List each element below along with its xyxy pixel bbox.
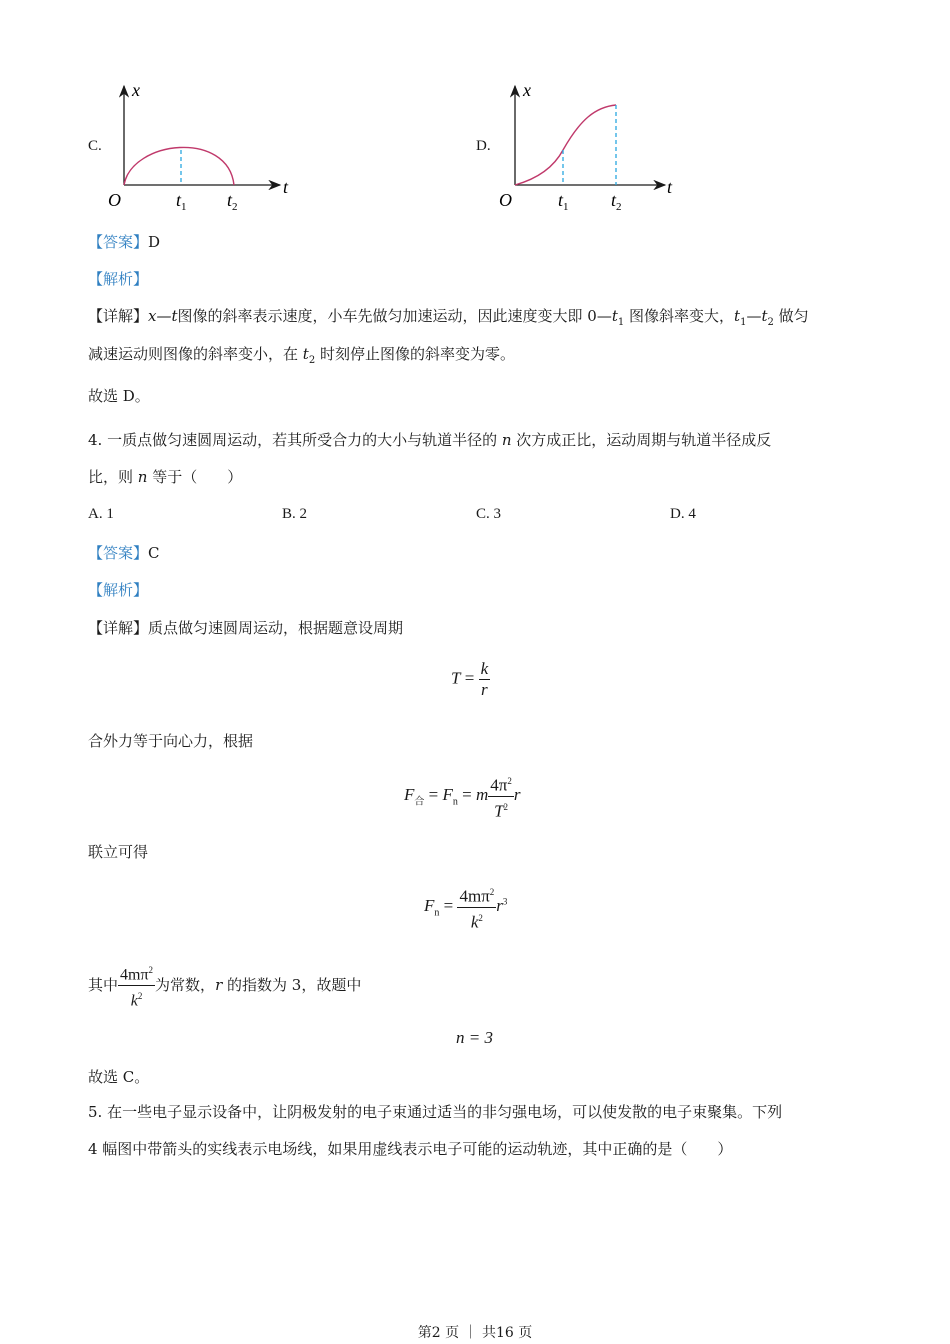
position-curve [515, 105, 616, 185]
q4-text2: 合外力等于向心力，根据 [88, 732, 254, 750]
y-axis-label: x [523, 80, 531, 100]
q4-stem-line1: 4. 一质点做匀速圆周运动，若其所受合力的大小与轨道半径的 n 次方成正比，运动周期与轨道半径成反 [88, 431, 772, 449]
position-curve [124, 147, 234, 185]
q5-stem-line2: 4 幅图中带箭头的实线表示电场线，如果用虚线表示电子可能的运动轨迹，其中正确的是（ ） [88, 1140, 733, 1158]
equation-n: n = 3 [456, 1028, 493, 1047]
detail-tag: 【详解】 [88, 619, 149, 637]
q3-detail-line2: 减速运动则图像的斜率变小，在 $t_2$ 时刻停止图像的斜率变为零。 [88, 345, 515, 366]
q5-stem-line1: 5. 在一些电子显示设备中，让阴极发射的电子束通过适当的非匀强电场，可以使发散的电子束聚集。下列 [88, 1103, 783, 1121]
equation-result: $F_n$ = $\frac{4m\pi^2}{k^2}$ $r^3$ [424, 882, 507, 932]
equation-period: T = $\frac{k}{r}$ [451, 659, 489, 699]
q4-option-b: B. 2 [282, 506, 308, 522]
q4-conclusion: 故选 C。 [88, 1068, 150, 1086]
q3-detail-line1: 【详解】x—t图像的斜率表示速度，小车先做匀加速运动，因此速度变大即 $0—t_1$ 图像斜率变大，$t_1—t_2$ 做匀 [88, 307, 809, 328]
x-axis-label: t [283, 177, 289, 197]
q4-detail: 【详解】质点做匀速圆周运动，根据题意设周期 [88, 619, 404, 637]
detail-tag: 【详解】 [88, 307, 149, 325]
q4-analysis-tag: 【解析】 [88, 581, 149, 599]
answer-value: C [148, 544, 160, 562]
origin-label: O [499, 190, 512, 210]
y-axis-label: x [132, 80, 140, 100]
x-axis-label: t [667, 177, 673, 197]
origin-label: O [108, 190, 121, 210]
q3-analysis-tag: 【解析】 [88, 270, 149, 288]
q4-stem-line2: 比，则 n 等于（ ） [88, 468, 243, 486]
q4-option-c: C. 3 [476, 506, 502, 522]
t2-label: $t_2$ [227, 190, 238, 213]
equation-centripetal: $F_合 = F_n = m$ $\frac{4\pi^2}{T^2}$ r [404, 771, 520, 821]
page-footer: 第2 页 ｜ 共16 页 [417, 1325, 533, 1341]
q4-text3: 联立可得 [88, 843, 149, 861]
t1-label: $t_1$ [558, 190, 569, 213]
q4-option-d: D. 4 [670, 506, 696, 522]
q4-answer [88, 543, 160, 563]
graph-c [100, 80, 310, 220]
option-c-label: C. [88, 138, 102, 154]
q3-answer [88, 232, 160, 252]
t2-label: $t_2$ [611, 190, 622, 213]
graph-d [490, 80, 700, 220]
answer-value: D [148, 233, 161, 251]
answer-tag: 【答案】 [88, 233, 149, 251]
q4-option-a: A. 1 [88, 506, 114, 522]
option-d-label: D. [476, 138, 491, 154]
q3-conclusion: 故选 D。 [88, 387, 150, 405]
q4-text4: 其中 $\frac{4m\pi^2}{k^2}$ 为常数，r 的指数为 3，故题中 [88, 960, 361, 1012]
t1-label: $t_1$ [176, 190, 187, 213]
answer-tag: 【答案】 [88, 544, 149, 562]
